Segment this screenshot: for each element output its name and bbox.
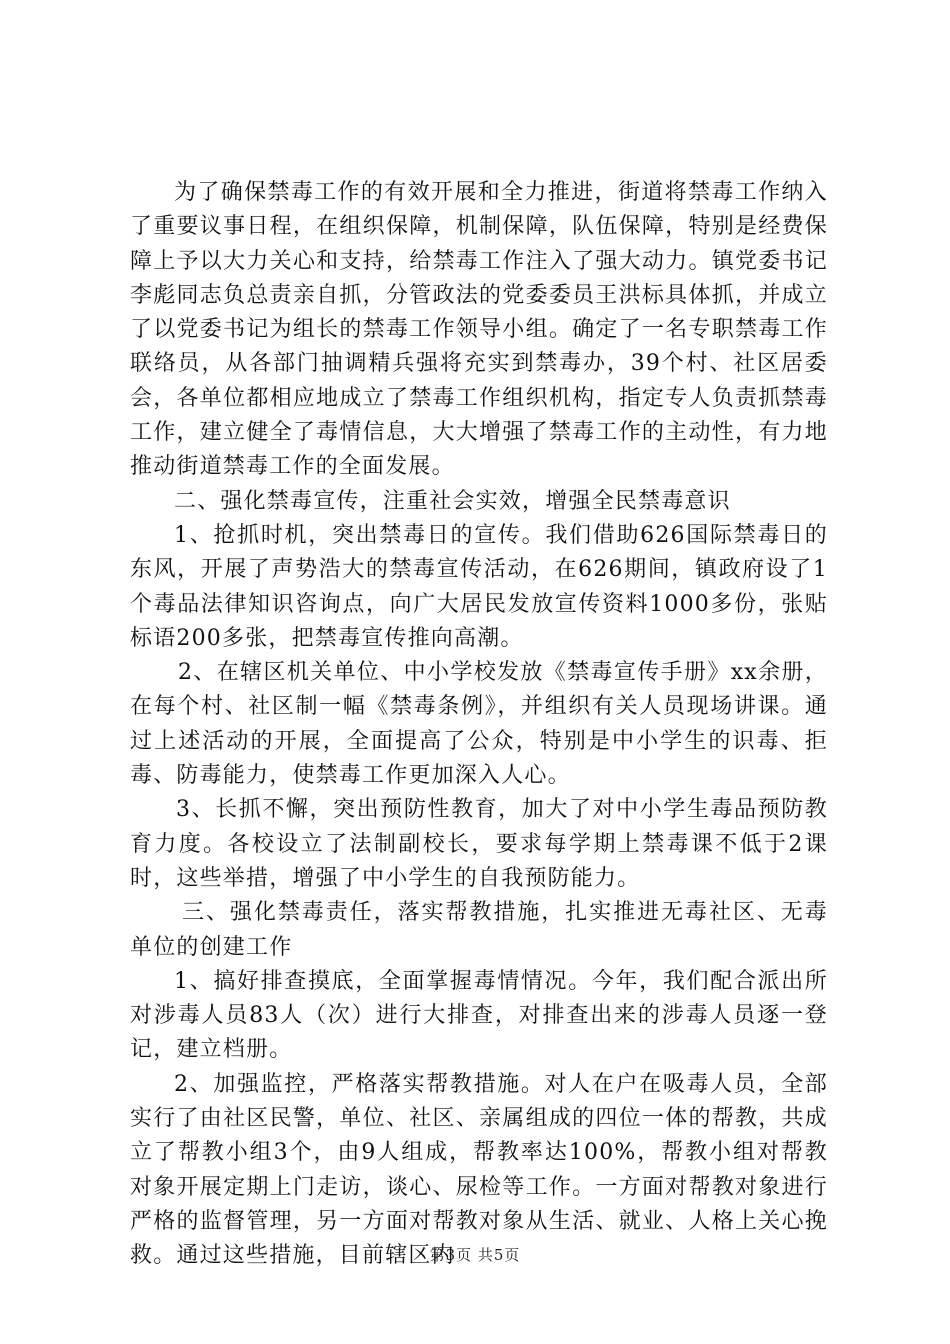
paragraph-3-2: 2、加强监控，严格落实帮教措施。对人在户在吸毒人员，全部实行了由社区民警，单位、社区、亲属组成的四位一体的帮教，共成立了帮教小组3个，由9人组成，帮教率达100%，帮教小组对帮教对象开展定期上门走访，谈心、尿检等工作。一方面对帮教对象进行严格的监督管理，另一方面对帮教对象从生活、就业、人格上关心挽救。通过这些措施，目前辖区内 [130, 1071, 828, 1269]
section-heading-3: 三、强化禁毒责任，落实帮教措施，扎实推进无毒社区、无毒单位的创建工作 [130, 900, 828, 960]
paragraph-2-1: 1、抢抓时机，突出禁毒日的宣传。我们借助626国际禁毒日的东风，开展了声势浩大的禁毒宣传活动，在626期间，镇政府设了1个毒品法律知识咨询点，向广大居民发放宣传资料1000多份，张贴标语200多张，把禁毒宣传推向高潮。 [130, 522, 828, 651]
section-heading-2: 二、强化禁毒宣传，注重社会实效，增强全民禁毒意识 [174, 488, 731, 514]
paragraph-2-2: 2、在辖区机关单位、中小学校发放《禁毒宣传手册》xx余册，在每个村、社区制一幅《禁毒条例》，并组织有关人员现场讲课。通过上述活动的开展，全面提高了公众，特别是中小学生的识毒、拒毒、防毒能力，使禁毒工作更加深入人心。 [130, 660, 828, 789]
page-footer: 第3页 共5页 [429, 1246, 521, 1264]
paragraph-1: 为了确保禁毒工作的有效开展和全力推进，街道将禁毒工作纳入了重要议事日程，在组织保障，机制保障，队伍保障，特别是经费保障上予以大力关心和支持，给禁毒工作注入了强大动力。镇党委书记李彪同志负总责亲自抓，分管政法的党委委员王洪标具体抓，并成立了以党委书记为组长的禁毒工作领导小组。确定了一名专职禁毒工作联络员，从各部门抽调精兵强将充实到禁毒办，39个村、社区居委会，各单位都相应地成立了禁毒工作组织机构，指定专人负责抓禁毒工作，建立健全了毒情信息，大大增强了禁毒工作的主动性，有力地推动街道禁毒工作的全面发展。 [130, 180, 828, 480]
paragraph-2-3: 3、长抓不懈，突出预防性教育，加大了对中小学生毒品预防教育力度。各校设立了法制副校长，要求每学期上禁毒课不低于2课时，这些举措，增强了中小学生的自我预防能力。 [130, 797, 828, 891]
paragraph-3-1: 1、搞好排查摸底，全面掌握毒情情况。今年，我们配合派出所对涉毒人员83人（次）进行大排查，对排查出来的涉毒人员逐一登记，建立档册。 [130, 968, 828, 1063]
document-body [130, 176, 828, 1274]
